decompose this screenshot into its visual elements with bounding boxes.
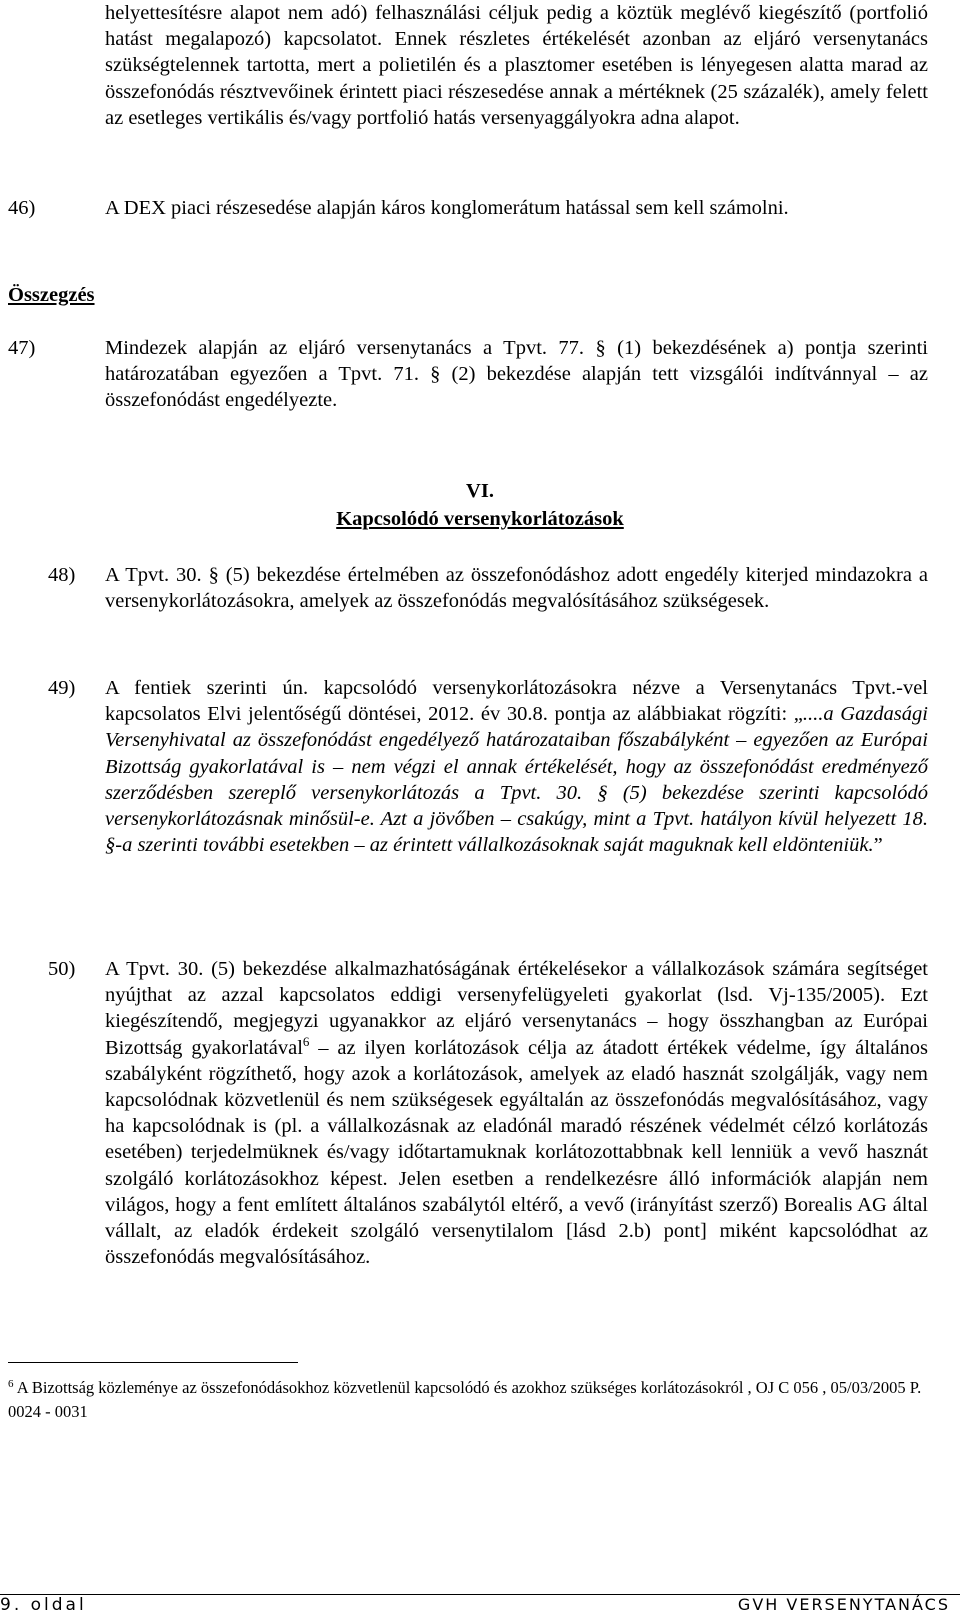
item-number-50: 50) [48,958,76,980]
item-text-50 [105,956,928,1270]
item-number-49: 49) [48,677,76,699]
item-number-46: 46) [8,197,36,219]
item-49-plain: A fentiek szerinti ún. kapcsolódó versenykorlátozásokra nézve a Versenytanács Tpvt.-vel kapcsolatos Elvi jelentőségű döntései, 2012. év 30.8. pontja az alábbiakat rögzíti: „ [105,677,928,726]
footnote-text: A Bizottság közleménye az összefonódásokhoz közvetlenül kapcsolódó és azokhoz szükséges korlátozásokról , OJ C 056 , 05/03/2005 P. 0024 - 0031 [8,1378,922,1421]
intro-paragraph: helyettesítésre alapot nem adó) felhasználási céljuk pedig a köztük meglévő kiegészítő (portfolió hatást megalapozó) kapcsolatot. Ennek részletes értékelését azonban az eljáró versenytanács szükségtelennek tartotta, mert a polietilén és a plasztomer esetében is lényegesen alatta marad az összefonódás résztvevőinek érintett piaci részesedése annak a mértéknek (25 százalék), amely felett az esetleges vertikális és/vagy portfolió hatás versenyaggályokra adna alapot. [105,2,928,129]
item-text-49 [105,675,928,858]
footer-organization: GVH VERSENYTANÁCS [737,1595,950,1614]
section-title: Kapcsolódó versenykorlátozások [336,508,624,530]
footnote-divider [8,1362,298,1363]
footnote-number: 6 [8,1378,14,1390]
item-50-text-b: – az ilyen korlátozások célja az átadott értékek védelme, így általános szabályként rögzíthető, hogy azok a korlátozások, amelyek az eladó hasznát szolgálják, vagy nem kapcsolódnak közvetlenül és nem szükségesek egyáltalán az összefonódás megvalósításához, vagy ha kapcsolódnak is (pl. a vállalkozásnak az eladónál maradó részének védelmét célzó korlátozás esetében) terjedelmüknek és/vagy időtartamuknak korlátozottabbnak kell lenniük a vevő hasznát szolgáló korlátozásokhoz képest. Jelen esetben a rendelkezésre álló információk alapján nem világos, hogy a fent említett általános szabálytól eltérő, a vevő (irányítást szerző) Borealis AG által vállalt, az eladók érdekeit szolgáló versenytilalom [lásd 2.b) pont] miként kapcsolódhat az összefonódás megvalósításához. [105,1036,928,1269]
footnote-reference[interactable]: 6 [302,1033,310,1049]
item-49-quote: ....a Gazdasági Versenyhivatal az összefonódást engedélyező határozataiban főszabályként – egyezően az Európai Bizottság gyakorlatával is – nem végzi el annak értékelését, hogy az összefonódást eredményező szerződésben szereplő versenykorlátozás a Tpvt. 30. § (5) bekezdése szerinti kapcsolódó versenykorlátozásnak minősül-e. Azt a jövőben – csakúgy, mint a Tpvt. hatályon kívül helyezett 18. §-a szerinti további esetekben – az érintett vállalkozásoknak saját maguknak kell eldönteniük. [105,703,928,857]
item-text-47: Mindezek alapján az eljáró versenytanács a Tpvt. 77. § (1) bekezdésének a) pontja szerinti határozatában egyezően a Tpvt. 71. § (2) bekezdése alapján tett vizsgálói indítvánnyal – az összefonódást engedélyezte. [105,337,928,412]
item-50-text-a: A Tpvt. 30. (5) bekezdése alkalmazhatóságának értékelésekor a vállalkozások számára segítséget nyújthat az azzal kapcsolatos eddigi versenyfelügyeleti gyakorlat (lsd. Vj-135/2005). Ezt kiegészítendő, megjegyzi ugyanakkor az eljáró versenytanács – hogy összhangban az Európai Bizottság gyakorlatával [105,958,928,1059]
summary-heading: Összegzés [8,284,95,306]
page-number: 9. oldal [0,1595,87,1615]
item-49-close-quote: ” [873,834,883,857]
section-number: VI. [466,480,494,502]
item-number-47: 47) [8,337,36,359]
item-number-48: 48) [48,564,76,586]
item-text-46: A DEX piaci részesedése alapján káros konglomerátum hatással sem kell számolni. [105,197,789,219]
item-text-48: A Tpvt. 30. § (5) bekezdése értelmében az összefonódáshoz adott engedély kiterjed mindazokra a versenykorlátozásokra, amelyek az összefonódás megvalósításához szükségesek. [105,564,928,613]
footnote [8,1376,943,1424]
